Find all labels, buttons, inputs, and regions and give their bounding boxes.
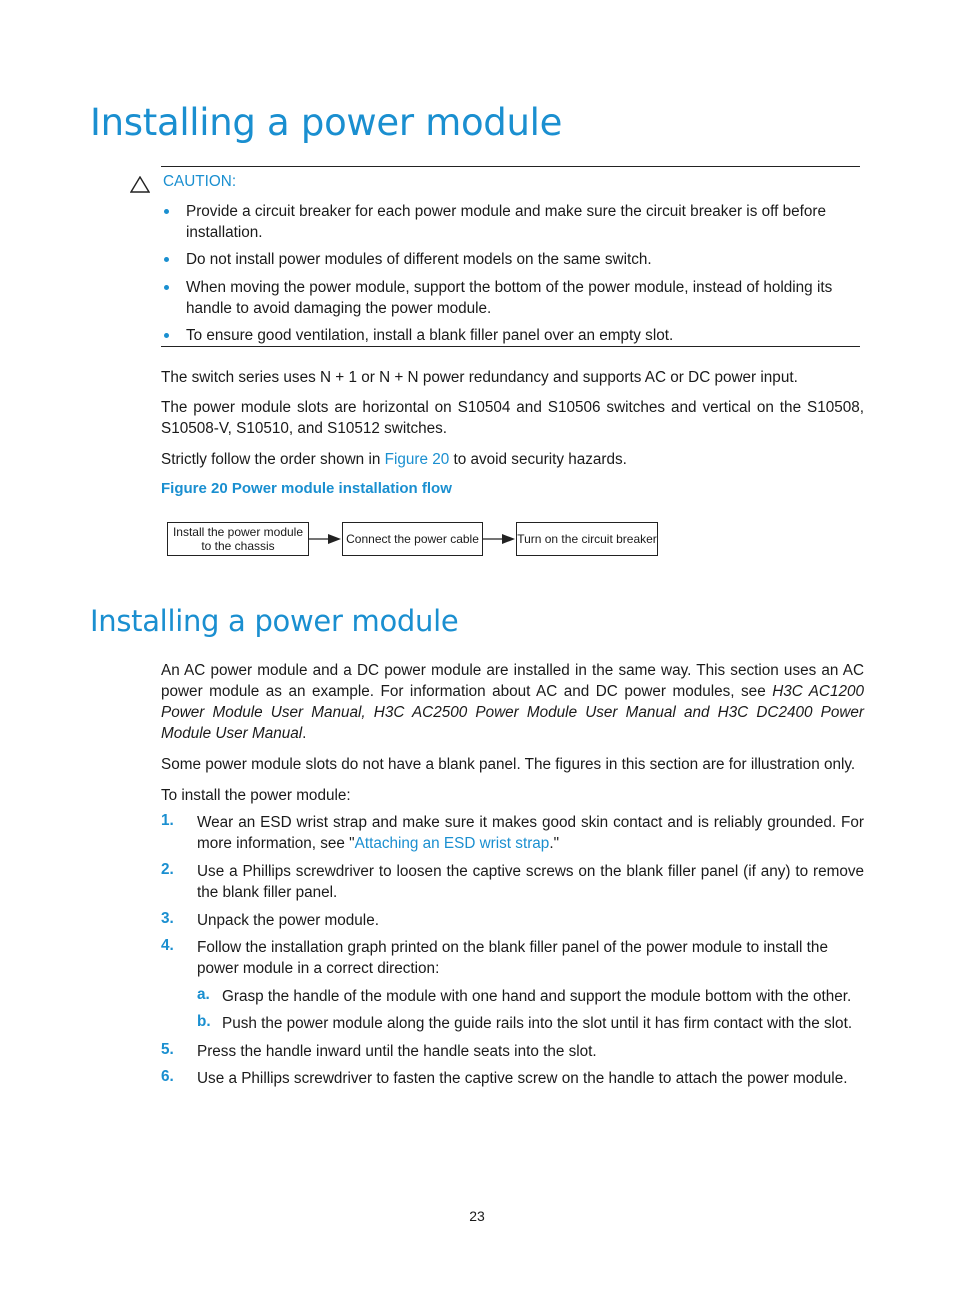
caution-top-rule — [161, 166, 860, 167]
flow-box-label: Install the power module to the chassis — [172, 525, 304, 553]
step-number: 2. — [161, 861, 174, 878]
step-text-part: ." — [549, 835, 560, 852]
caution-item-text: When moving the power module, support the bottom of the power module, instead of holding its handle to avoid damaging the power module. — [186, 279, 833, 317]
page-number: 23 — [469, 1208, 485, 1224]
flow-box-connect — [342, 522, 483, 556]
substep-text: Grasp the handle of the module with one hand and support the module bottom with the other. — [222, 988, 852, 1005]
manual-titles: H3C AC1200 Power Module User Manual, H3C AC2500 Power Module User Manual and H3C DC2400 Power Module User Manual — [161, 683, 864, 742]
step-text: Unpack the power module. — [197, 912, 379, 929]
substep-letter: a. — [197, 986, 210, 1003]
flow-box-label: Connect the power cable — [346, 532, 479, 546]
bullet-icon — [164, 333, 169, 338]
intro-text: to avoid security hazards. — [449, 451, 627, 468]
page-title: Installing a power module — [90, 101, 563, 144]
flow-box-label: Turn on the circuit breaker — [517, 532, 657, 546]
esd-wrist-strap-link[interactable]: Attaching an ESD wrist strap — [354, 835, 550, 852]
bullet-icon — [164, 285, 169, 290]
flow-box-turn-on — [516, 522, 658, 556]
intro-text: Strictly follow the order shown in — [161, 451, 385, 468]
caution-item-text: To ensure good ventilation, install a blank filler panel over an empty slot. — [186, 327, 674, 344]
section-heading: Installing a power module — [90, 604, 459, 638]
step-number: 6. — [161, 1068, 174, 1085]
caution-item — [162, 249, 862, 270]
caution-item — [162, 325, 862, 346]
intro-paragraph: The switch series uses N + 1 or N + N power redundancy and supports AC or DC power input. — [161, 369, 798, 386]
caution-triangle-icon — [130, 176, 150, 193]
step-number: 5. — [161, 1041, 174, 1058]
step-text-part: Wear an ESD wrist strap and make sure it makes good skin contact and is reliably grounded. For more information, see " — [197, 814, 864, 852]
figure-20-link[interactable]: Figure 20 — [384, 451, 450, 468]
section-paragraph: Some power module slots do not have a blank panel. The figures in this section are for illustration only. — [161, 756, 856, 773]
caution-label: CAUTION: — [163, 173, 237, 190]
substep-text: Push the power module along the guide rails into the slot until it has firm contact with the slot. — [222, 1015, 853, 1032]
step-text: Use a Phillips screwdriver to loosen the captive screws on the blank filler panel (if any) to remove the blank filler panel. — [197, 863, 864, 901]
step-text: Press the handle inward until the handle seats into the slot. — [197, 1043, 597, 1060]
caution-item — [162, 277, 862, 319]
step-text: Use a Phillips screwdriver to fasten the captive screw on the handle to attach the power module. — [197, 1070, 848, 1087]
caution-bottom-rule — [161, 346, 860, 347]
step-number: 4. — [161, 937, 174, 954]
caution-item-text: Do not install power modules of different models on the same switch. — [186, 251, 652, 268]
intro-paragraph: The power module slots are horizontal on S10504 and S10506 switches and vertical on the S10508, S10508-V, S10510, and S10512 switches. — [161, 399, 864, 437]
step-number: 1. — [161, 812, 174, 829]
section-text: An AC power module and a DC power module are installed in the same way. This section uses an AC power module as an example. For information about AC and DC power modules, see — [161, 662, 864, 700]
section-text: . — [302, 725, 307, 742]
step-text: Follow the installation graph printed on the blank filler panel of the power module to install the power module in a correct direction: — [197, 939, 828, 977]
flow-arrow-icon — [482, 532, 516, 546]
bullet-icon — [164, 209, 169, 214]
step-number: 3. — [161, 910, 174, 927]
caution-item — [162, 201, 862, 243]
substep-letter: b. — [197, 1013, 211, 1030]
intro-paragraph — [161, 449, 864, 470]
flow-box-install — [167, 522, 309, 556]
figure-title: Figure 20 Power module installation flow — [161, 480, 452, 497]
section-paragraph: To install the power module: — [161, 787, 351, 804]
section-paragraph — [161, 660, 864, 744]
caution-item-text: Provide a circuit breaker for each power module and make sure the circuit breaker is off before installation. — [186, 203, 826, 241]
step-text — [197, 812, 864, 854]
bullet-icon — [164, 257, 169, 262]
flow-arrow-icon — [308, 532, 342, 546]
